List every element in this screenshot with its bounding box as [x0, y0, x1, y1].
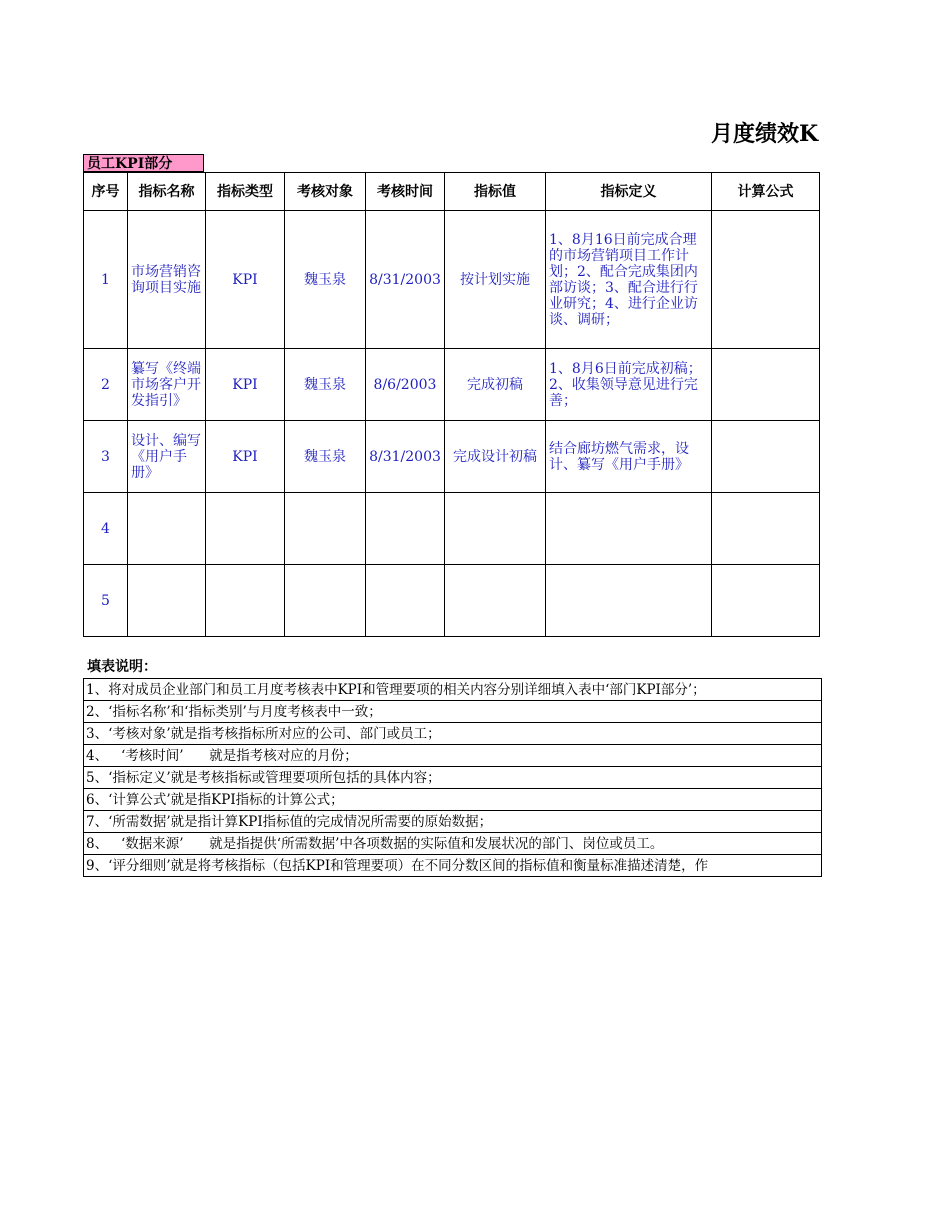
cell-type[interactable] [206, 493, 285, 565]
table-row [84, 349, 820, 421]
cell-target[interactable]: 魏玉泉 [285, 349, 366, 421]
cell-definition[interactable]: 1、8月16日前完成合理的市场营销项目工作计划；2、配合完成集团内部访谈；3、配合进行行业研究；4、进行企业访谈、调研； [546, 211, 712, 349]
cell-name[interactable]: 设计、编写《用户手册》 [128, 421, 206, 493]
header-definition: 指标定义 [546, 173, 712, 211]
note-row [84, 679, 822, 701]
cell-target[interactable] [285, 493, 366, 565]
table-row [84, 565, 820, 637]
header-value: 指标值 [445, 173, 546, 211]
header-time: 考核时间 [366, 173, 445, 211]
header-name: 指标名称 [128, 173, 206, 211]
header-no: 序号 [84, 173, 128, 211]
cell-formula[interactable] [712, 421, 820, 493]
note-row [84, 811, 822, 833]
cell-time[interactable]: 8/31/2003 [366, 211, 445, 349]
cell-time[interactable]: 8/6/2003 [366, 349, 445, 421]
note-item[interactable]: 6、‘计算公式’就是指KPI指标的计算公式； [84, 789, 822, 811]
note-row [84, 701, 822, 723]
cell-value[interactable] [445, 565, 546, 637]
cell-definition[interactable] [546, 565, 712, 637]
header-formula: 计算公式 [712, 173, 820, 211]
note-item[interactable]: 3、‘考核对象’就是指考核指标所对应的公司、部门或员工； [84, 723, 822, 745]
notes-table [83, 678, 822, 877]
cell-target[interactable]: 魏玉泉 [285, 421, 366, 493]
cell-name[interactable]: 纂写《终端市场客户开发指引》 [128, 349, 206, 421]
cell-type[interactable] [206, 565, 285, 637]
cell-time[interactable] [366, 565, 445, 637]
cell-formula[interactable] [712, 211, 820, 349]
note-row [84, 745, 822, 767]
note-item[interactable]: 4、 ‘考核时间’ 就是指考核对应的月份； [84, 745, 822, 767]
cell-definition[interactable]: 1、8月6日前完成初稿；2、收集领导意见进行完善； [546, 349, 712, 421]
note-row [84, 833, 822, 855]
cell-value[interactable] [445, 493, 546, 565]
note-item[interactable]: 5、‘指标定义’就是考核指标或管理要项所包括的具体内容； [84, 767, 822, 789]
table-row [84, 493, 820, 565]
kpi-table [83, 172, 820, 637]
cell-formula[interactable] [712, 493, 820, 565]
cell-no[interactable]: 3 [84, 421, 128, 493]
notes-label: 填表说明： [87, 659, 157, 675]
note-item[interactable]: 2、‘指标名称’和‘指标类别’与月度考核表中一致； [84, 701, 822, 723]
section-label: 员工KPI部分 [83, 154, 204, 172]
cell-no[interactable]: 2 [84, 349, 128, 421]
cell-type[interactable]: KPI [206, 211, 285, 349]
cell-formula[interactable] [712, 565, 820, 637]
cell-name[interactable] [128, 565, 206, 637]
cell-type[interactable]: KPI [206, 349, 285, 421]
cell-no[interactable]: 5 [84, 565, 128, 637]
note-item[interactable]: 7、‘所需数据’就是指计算KPI指标值的完成情况所需要的原始数据； [84, 811, 822, 833]
note-item[interactable]: 8、 ‘数据来源’ 就是指提供‘所需数据’中各项数据的实际值和发展状况的部门、岗位或员工。 [84, 833, 822, 855]
table-header-row [84, 173, 820, 211]
note-row [84, 789, 822, 811]
note-item[interactable]: 1、将对成员企业部门和员工月度考核表中KPI和管理要项的相关内容分别详细填入表中‘部门KPI部分’； [84, 679, 822, 701]
cell-time[interactable]: 8/31/2003 [366, 421, 445, 493]
page-title: 月度绩效K [711, 121, 819, 147]
table-row [84, 421, 820, 493]
header-type: 指标类型 [206, 173, 285, 211]
cell-name[interactable]: 市场营销咨询项目实施 [128, 211, 206, 349]
table-row [84, 211, 820, 349]
note-row [84, 767, 822, 789]
cell-target[interactable] [285, 565, 366, 637]
note-row [84, 723, 822, 745]
cell-definition[interactable] [546, 493, 712, 565]
cell-name[interactable] [128, 493, 206, 565]
cell-definition[interactable]: 结合廊坊燃气需求，设计、纂写《用户手册》 [546, 421, 712, 493]
cell-value[interactable]: 完成初稿 [445, 349, 546, 421]
cell-value[interactable]: 完成设计初稿 [445, 421, 546, 493]
cell-formula[interactable] [712, 349, 820, 421]
cell-value[interactable]: 按计划实施 [445, 211, 546, 349]
header-target: 考核对象 [285, 173, 366, 211]
note-item[interactable]: 9、‘评分细则’就是将考核指标（包括KPI和管理要项）在不同分数区间的指标值和衡量标准描述清楚，作 [84, 855, 822, 877]
cell-time[interactable] [366, 493, 445, 565]
cell-target[interactable]: 魏玉泉 [285, 211, 366, 349]
note-row [84, 855, 822, 877]
cell-no[interactable]: 4 [84, 493, 128, 565]
cell-type[interactable]: KPI [206, 421, 285, 493]
cell-no[interactable]: 1 [84, 211, 128, 349]
